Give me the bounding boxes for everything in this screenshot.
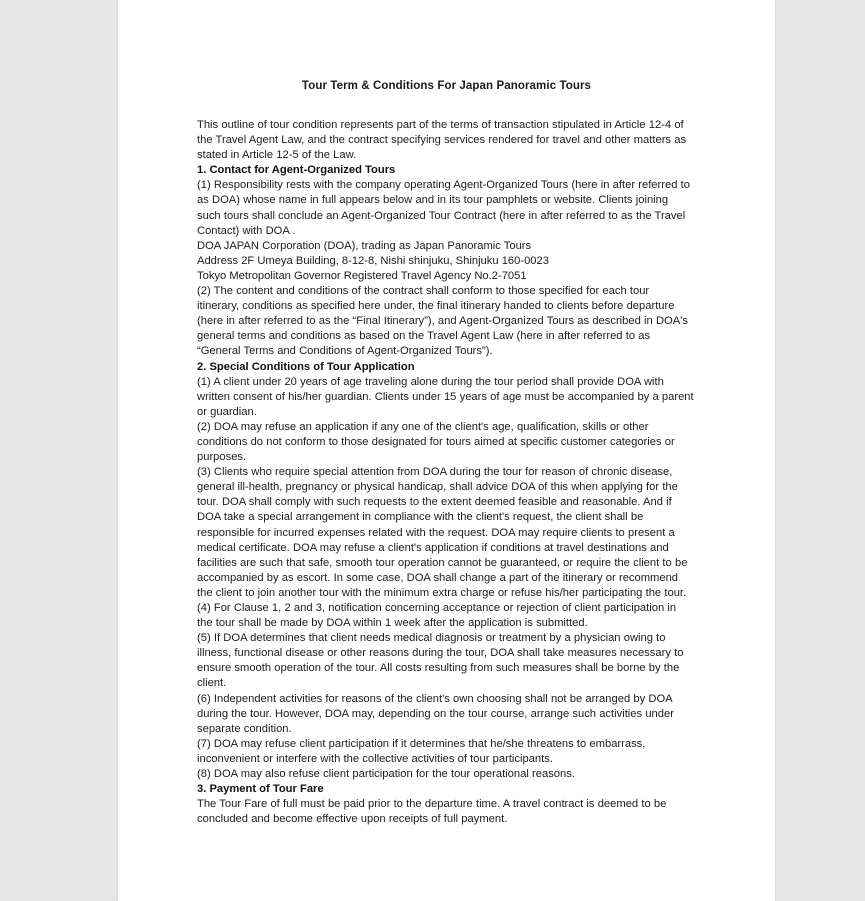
page-content [118, 0, 775, 827]
section-3-paragraph-1: The Tour Fare of full must be paid prior to the departure time. A travel contract is deemed to be concluded and become effective upon receipts of full payment. [197, 798, 667, 826]
document-body [118, 92, 775, 827]
section-2-paragraph-7: (7) DOA may refuse client participation if it determines that he/she threatens to embarrass, inconvenient or interfere with the collective activities of tour participants. [197, 737, 646, 765]
company-name-line: DOA JAPAN Corporation (DOA), trading as Japan Panoramic Tours [197, 239, 532, 252]
page-title: Tour Term & Conditions For Japan Panoramic Tours [301, 80, 592, 92]
section-2-paragraph-1: (1) A client under 20 years of age traveling alone during the tour period shall provide DOA with written consent of his/her guardian. Clients under 15 years of age must be accompanied by a parent or guardian. [197, 375, 694, 418]
section-2-paragraph-6: (6) Independent activities for reasons of the client's own choosing shall not be arranged by DOA during the tour. However, DOA may, depending on the tour course, arrange such activities under separate condition. [197, 692, 674, 735]
agency-registration-line: Tokyo Metropolitan Governor Registered Travel Agency No.2-7051 [197, 269, 527, 282]
company-address-line: Address 2F Umeya Building, 8-12-8, Nishi shinjuku, Shinjuku 160-0023 [197, 254, 549, 267]
document-page [118, 0, 775, 901]
section-heading-2: 2. Special Conditions of Tour Application [197, 360, 415, 373]
section-2-paragraph-8: (8) DOA may also refuse client participation for the tour operational reasons. [197, 768, 575, 781]
section-2-paragraph-3: (3) Clients who require special attention from DOA during the tour for reason of chronic disease, general ill-health, pregnancy or physical handicap, shall advice DOA of this when applying for the tour. DOA shall comply with such requests to the extent deemed feasible and reasonable. And if DOA take a special arrangement in compliance with the client's request, the client shall be responsible for incurred expenses related with the request. DOA may require clients to present a medical certificate. DOA may refuse a client's application if conditions at travel destinations and facilities are such that safe, smooth tour operation cannot be guaranteed, or require the client to be accompanied by as escort. In some case, DOA shall change a part of the itinerary or recommend the client to join another tour with the minimum extra charge or refuse his/her participating the tour. [197, 466, 688, 599]
section-2-paragraph-5: (5) If DOA determines that client needs medical diagnosis or treatment by a physician owing to illness, functional disease or other reasons during the tour, DOA shall take measures necessary to ensure smooth operation of the tour. All costs resulting from such measures shall be borne by the client. [197, 632, 684, 690]
section-2-paragraph-2: (2) DOA may refuse an application if any one of the client's age, qualification, skills or other conditions do not conform to those designated for tours aimed at specific customer categories or purposes. [197, 420, 675, 464]
section-heading-3: 3. Payment of Tour Fare [197, 783, 324, 796]
section-heading-1: 1. Contact for Agent-Organized Tours [197, 164, 396, 177]
section-2-paragraph-4: (4) For Clause 1, 2 and 3, notification concerning acceptance or rejection of client participation in the tour shall be made by DOA within 1 week after the application is submitted. [197, 602, 677, 630]
section-1-paragraph-1: (1) Responsibility rests with the company operating Agent-Organized Tours (here in after referred to as DOA) whose name in full appears below and in its tour pamphlets or website. Clients joining such tours shall conclude an Agent-Organized Tour Contract (here in after referred to as the Travel Contact) with DOA . [197, 179, 690, 237]
intro-paragraph: This outline of tour condition represents part of the terms of transaction stipulated in Article 12-4 of the Travel Agent Law, and the contract specifying services rendered for travel and other matters as stated in Article 12-5 of the Law. [197, 119, 687, 162]
section-1-paragraph-2: (2) The content and conditions of the contract shall conform to those specified for each tour itinerary, conditions as specified here under, the final itinerary handed to clients before departure (here in after referred to as the “Final Itinerary”), and Agent-Organized Tours as described in DOA's general terms and conditions as based on the Travel Agent Law (here in after referred to as “General Terms and Conditions of Agent-Organized Tours”). [197, 285, 688, 358]
